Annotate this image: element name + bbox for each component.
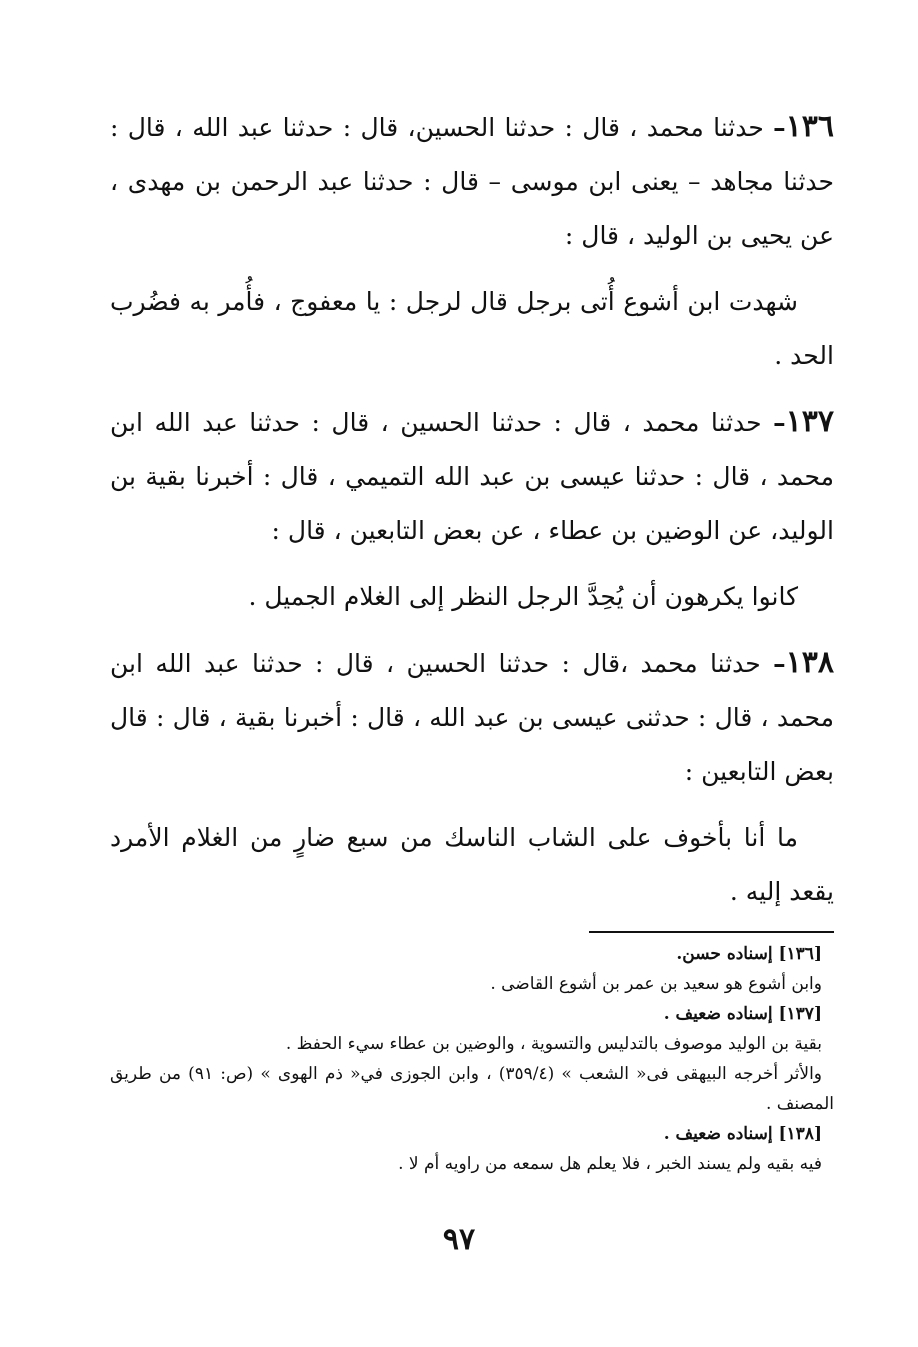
entry-number: ١٣٧ xyxy=(785,404,834,439)
isnad-text: حدثنا محمد ، قال : حدثنا الحسين ، قال : حدثنا عبد الله ابن محمد ، قال : حدثنا عيسى بن عبد الله التميمي ، قال : أخبرنا بقية بن الوليد، عن الوضين بن عطاء ، عن بعض التابعين ، قال : xyxy=(110,408,834,545)
footnote-138-label: [١٣٨] إسناده ضعيف . xyxy=(663,1124,822,1144)
isnad-text: حدثنا محمد ،قال : حدثنا الحسين ، قال : حدثنا عبد الله ابن محمد ، قال : حدثنى عيسى بن عبد الله ، قال : أخبرنا بقية ، قال : قال بعض التابعين : xyxy=(110,649,834,786)
entry-dash: – xyxy=(773,113,786,142)
page-number: ٩٧ xyxy=(442,1222,476,1257)
page-body xyxy=(110,100,834,1179)
entry-number: ١٣٨ xyxy=(785,645,834,680)
footnote-136-line: وابن أشوع هو سعيد بن عمر بن أشوع القاضى . xyxy=(490,974,822,994)
entry-dash: – xyxy=(773,408,786,437)
footnote-138-line: فيه بقيه ولم يسند الخبر ، فلا يعلم هل سمعه من راويه أم لا . xyxy=(398,1154,822,1174)
isnad-text: حدثنا محمد ، قال : حدثنا الحسين، قال : حدثنا عبد الله ، قال : حدثنا مجاهد – يعنى ابن موسى – قال : حدثنا عبد الرحمن بن مهدى ، عن يحيى بن الوليد ، قال : xyxy=(110,113,834,250)
entry-number: ١٣٦ xyxy=(785,109,834,144)
footnote-137-line: والأثر أخرجه البيهقى فى« الشعب » (٣٥٩/٤) ، وابن الجوزى في« ذم الهوى » (ص: ٩١) من طريق المصنف . xyxy=(110,1064,834,1114)
footnote-137-label: [١٣٧] إسناده ضعيف . xyxy=(663,1004,822,1024)
entry-136-chain xyxy=(110,100,834,263)
entry-137-text: كانوا يكرهون أن يُحِدَّ الرجل النظر إلى الغلام الجميل . xyxy=(248,582,798,611)
entry-138-text: ما أنا بأخوف على الشاب الناسك من سبع ضارٍ من الغلام الأمرد يقعد إليه . xyxy=(110,823,834,906)
entry-137-chain xyxy=(110,395,834,558)
entry-136-text: شهدت ابن أشوع أُتى برجل قال لرجل : يا معفوج ، فأُمر به فضُرب الحد . xyxy=(110,287,834,370)
entry-138-chain xyxy=(110,636,834,799)
footnote-divider xyxy=(589,931,834,933)
footnote-136-label: [١٣٦] إسناده حسن. xyxy=(676,944,822,964)
footnote-137-line: بقية بن الوليد موصوف بالتدليس والتسوية ، والوضين بن عطاء سيء الحفظ . xyxy=(285,1034,822,1054)
entry-dash: – xyxy=(773,649,786,678)
